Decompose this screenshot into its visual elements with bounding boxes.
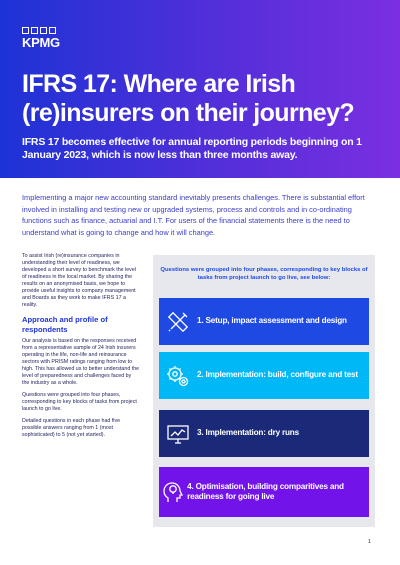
phase-1-card [159, 298, 369, 345]
phase-4-label: 4. Optimisation, building comparitives and readiness for going live [187, 481, 344, 501]
phase-1-label: 1. Setup, impact assessment and design [197, 316, 347, 326]
phase-2-card [159, 352, 369, 399]
monitor-chart-icon [159, 410, 197, 457]
phase-2-label: 2. Implementation: build, configure and test [197, 370, 358, 380]
page-title: IFRS 17: Where are Irish (re)insurers on their journey? [22, 70, 355, 127]
survey-purpose-paragraph: To assist Irish (re)insurance companies in understanding their level of readiness, we developed a short survey to benchmark the level of readiness in the local market. By sharing the results on an anonymised basis, we hope to provide useful insights to company management and Boards as they work to make IFRS 17 a reality. [22, 253, 136, 308]
hero-banner [0, 0, 400, 178]
phases-panel-heading: Questions were grouped into four phases, corresponding to key blocks of tasks from project launch to go live, see below: [160, 267, 368, 282]
pencil-ruler-icon [159, 298, 197, 345]
phase-4-card [159, 467, 369, 517]
page-subtitle: IFRS 17 becomes effective for annual reporting periods beginning on 1 January 2023, which is now less than three months away. [22, 136, 362, 161]
approach-heading: Approach and profile of respondents [22, 315, 108, 334]
phases-panel [153, 255, 375, 527]
phase-3-card [159, 410, 369, 457]
head-lightbulb-icon [159, 469, 187, 516]
answers-paragraph: Detailed questions in each phase had five possible answers ranging from 1 (most sophisticated) to 5 (not yet started). [22, 418, 121, 438]
kpmg-logo: KPMG [22, 35, 60, 50]
phase-3-label: 3. Implementation: dry runs [197, 428, 299, 438]
page-number: 1 [368, 539, 372, 545]
intro-paragraph: Implementing a major new accounting standard inevitably presents challenges. There is substantial effort involved in installing and testing new or upgraded systems, process and controls and in co-ordinating functions such as finance, actuarial and I.T. For users of the financial statements there is the need to understand what is going to change and how it will change. [22, 193, 365, 237]
left-column [22, 253, 140, 444]
phases-paragraph: Questions were grouped into four phases, corresponding to key blocks of tasks from project launch to go live. [22, 392, 137, 412]
gears-icon [159, 352, 197, 399]
approach-paragraph: Our analysis is based on the responses received from a representative sample of 24 Irish insurers operating in the life, non-life and reinsurance sectors with PRISM ratings ranging from low to high. This has allowed us to better understand the level of preparedness and challenges faced by the industry as a whole. [22, 338, 140, 386]
kpmg-logo-mark [22, 27, 56, 34]
